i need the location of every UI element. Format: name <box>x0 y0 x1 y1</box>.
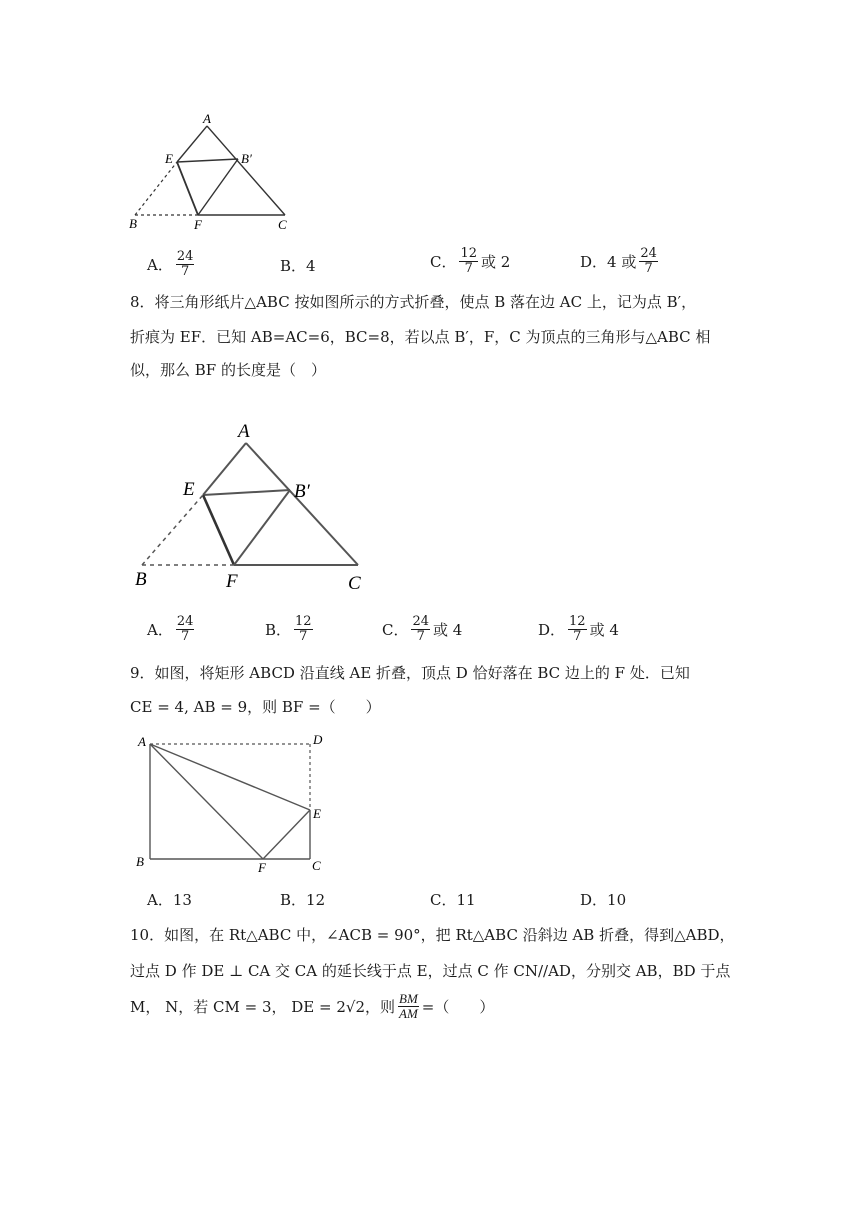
q7-option-c[interactable] <box>430 247 510 276</box>
q7-option-a[interactable] <box>147 250 197 279</box>
q9-option-b[interactable] <box>280 889 325 910</box>
q8-stem-line-2: 折痕为 EF．已知 AB=AC=6，BC=8，若以点 B′，F，C 为顶点的三角形与△ABC 相 <box>130 328 711 346</box>
q7-label-e: E <box>165 151 173 166</box>
q9-option-b-letter: B． <box>280 891 307 909</box>
q10-stem-line-3-text: M， N，若 CM = 3， DE = 2√2，则 <box>130 998 395 1016</box>
q10-ratio-fraction: $\frac{BM}{AM}$ <box>399 991 418 1021</box>
q9-stem-line-2: CE = 4, AB = 9，则 BF =（ ） <box>130 698 381 716</box>
q7-label-c: C <box>278 217 287 232</box>
q7-label-a: A <box>203 111 211 126</box>
q8-option-c[interactable] <box>382 615 462 644</box>
q7-option-c-letter: C． <box>430 253 457 271</box>
q9-label-c: C <box>312 858 321 873</box>
q8-option-d-letter: D． <box>538 621 566 639</box>
q8-option-d-suffix: 或 4 <box>589 621 619 639</box>
q7-label-bp: B′ <box>241 151 252 166</box>
q10-stem-line-3 <box>130 992 494 1021</box>
q9-option-d-text: 10 <box>607 890 627 909</box>
q9-label-d: D <box>313 732 323 747</box>
q7-option-b-text: 4 <box>306 256 316 275</box>
q9-option-c-text: 11 <box>456 890 476 909</box>
q9-label-a: A <box>138 734 146 749</box>
q9-option-a[interactable] <box>147 889 192 910</box>
q9-stem-line-1: 9．如图，将矩形 ABCD 沿直线 AE 折叠，顶点 D 恰好落在 BC 边上的 F 处．已知 <box>130 664 690 682</box>
q8-label-bp: B′ <box>294 481 310 502</box>
q8-stem-line-3: 似，那么 BF 的长度是（ ） <box>130 361 326 379</box>
q8-option-b-letter: B． <box>265 621 292 639</box>
q7-option-d-prefix: 4 或 <box>607 253 637 271</box>
q9-option-d[interactable] <box>580 889 626 910</box>
q9-option-d-letter: D． <box>580 891 608 909</box>
q8-option-a-fraction: $\frac{24}{7}$ <box>176 614 194 644</box>
q10-stem-line-1: 10．如图，在 Rt△ABC 中，∠ACB = 90°，把 Rt△ABC 沿斜边 AB 折叠，得到△ABD， <box>130 926 735 944</box>
q8-label-e: E <box>183 479 195 500</box>
q8-option-c-fraction: $\frac{24}{7}$ <box>412 614 430 644</box>
q7-option-c-fraction: $\frac{12}{7}$ <box>460 246 478 276</box>
q7-label-b: B <box>129 216 137 231</box>
q7-option-c-suffix: 或 2 <box>481 253 511 271</box>
q9-option-c[interactable] <box>430 889 476 910</box>
q8-option-d[interactable] <box>538 615 619 644</box>
q7-option-d[interactable] <box>580 247 661 276</box>
q8-option-b[interactable] <box>265 615 316 644</box>
q7-option-d-fraction: $\frac{24}{7}$ <box>640 246 657 276</box>
q8-option-d-fraction: $\frac{12}{7}$ <box>569 614 586 644</box>
q7-option-b[interactable] <box>280 255 316 276</box>
q8-figure <box>128 415 378 600</box>
q7-option-b-letter: B． <box>280 257 307 275</box>
q8-label-b: B <box>135 569 147 590</box>
q7-option-a-letter: A． <box>147 256 173 274</box>
q8-option-a-letter: A． <box>147 621 173 639</box>
q9-option-c-letter: C． <box>430 891 457 909</box>
q9-option-a-text: 13 <box>172 890 192 909</box>
q8-option-c-suffix: 或 4 <box>433 621 463 639</box>
q8-option-c-letter: C． <box>382 621 409 639</box>
q8-option-b-fraction: $\frac{12}{7}$ <box>295 614 312 644</box>
q9-option-b-text: 12 <box>306 890 326 909</box>
q8-label-a: A <box>238 421 250 442</box>
q9-option-a-letter: A． <box>147 891 173 909</box>
q8-stem-line-1: 8．将三角形纸片△ABC 按如图所示的方式折叠，使点 B 落在边 AC 上，记为点 B′， <box>130 293 697 311</box>
q7-figure <box>125 110 305 235</box>
q9-label-e: E <box>313 806 321 821</box>
q7-option-d-letter: D． <box>580 253 608 271</box>
q8-option-a[interactable] <box>147 615 197 644</box>
q10-stem-line-3-end: =（ ） <box>421 998 495 1016</box>
q9-figure <box>128 728 338 878</box>
q7-label-f: F <box>194 217 202 232</box>
q9-label-f: F <box>258 860 266 875</box>
q10-stem-line-2: 过点 D 作 DE ⊥ CA 交 CA 的延长线于点 E，过点 C 作 CN//AD，分别交 AB，BD 于点 <box>130 962 731 980</box>
q7-option-a-fraction: $\frac{24}{7}$ <box>176 249 194 279</box>
q9-label-b: B <box>136 854 144 869</box>
q8-label-f: F <box>226 571 238 592</box>
q8-label-c: C <box>348 573 361 594</box>
